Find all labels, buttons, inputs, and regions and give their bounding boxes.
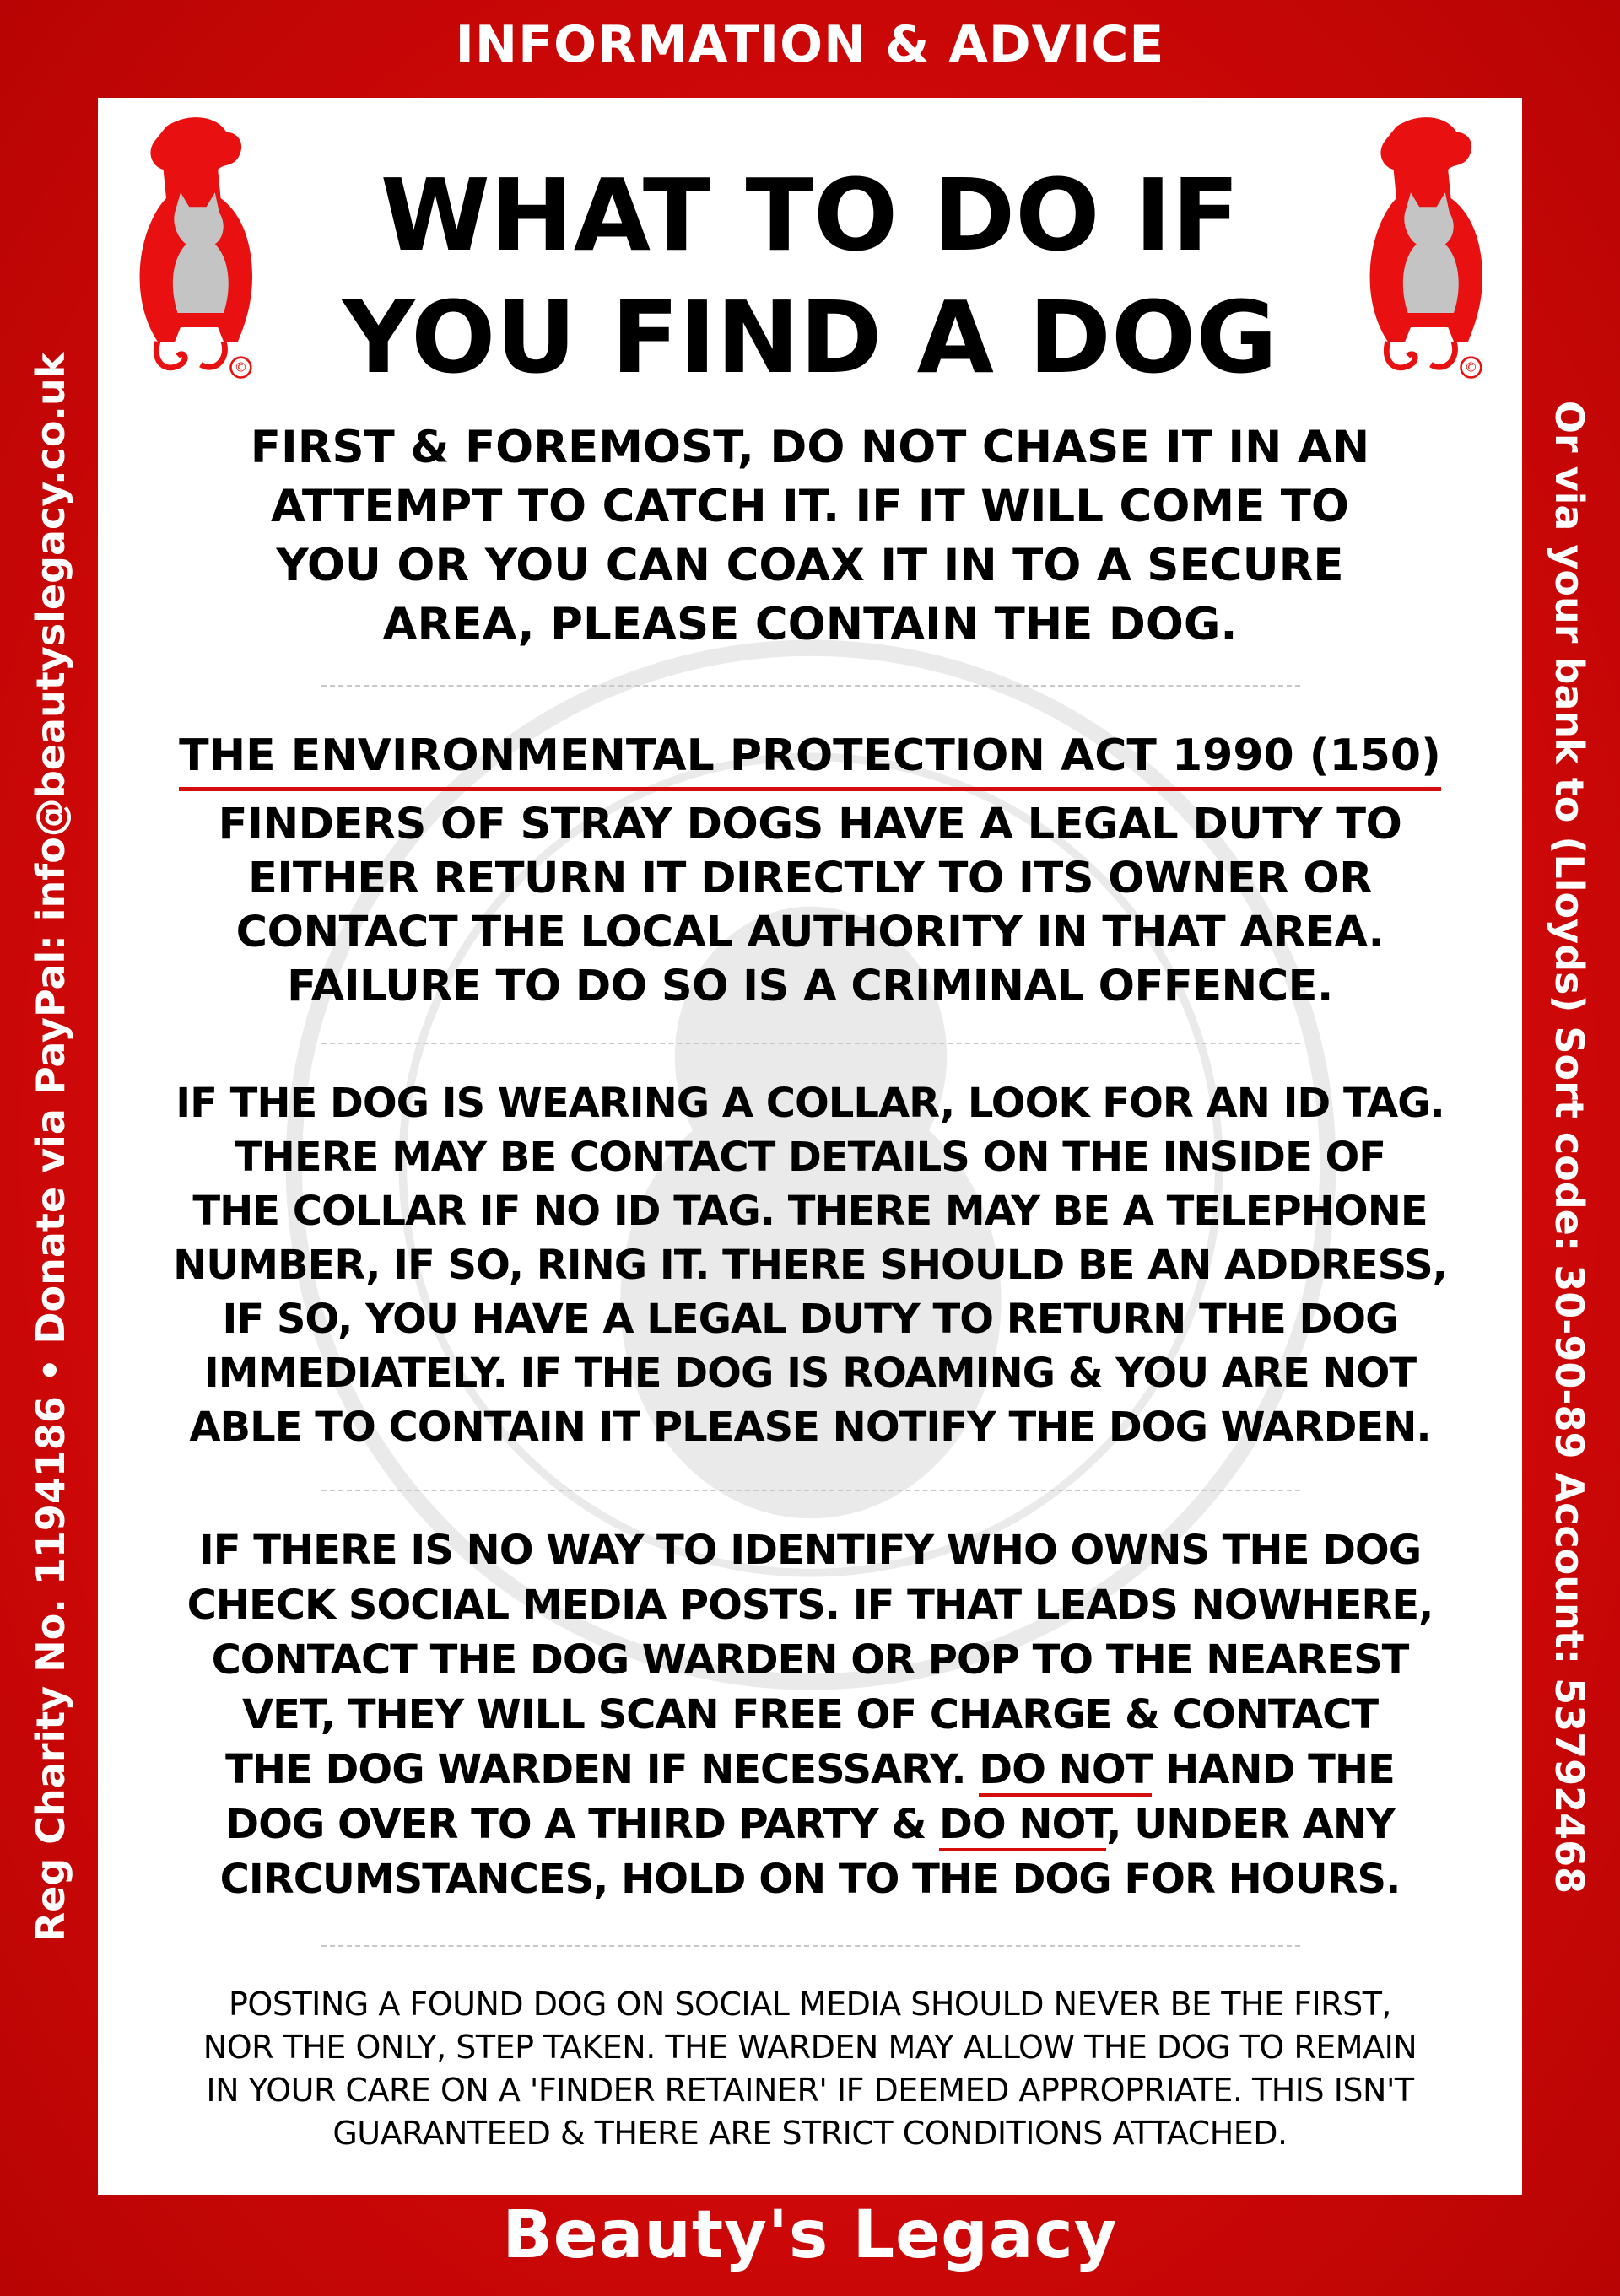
- dashed-divider: [321, 685, 1300, 687]
- line-text: THE DOG WARDEN IF NECESSARY.: [225, 1746, 980, 1793]
- paragraph-line: IF THERE IS NO WAY TO IDENTIFY WHO OWNS THE DOG: [198, 1527, 1422, 1574]
- content-panel: [98, 98, 1522, 2195]
- first-advice-paragraph: [98, 418, 1522, 655]
- paragraph-line: CHECK SOCIAL MEDIA POSTS. IF THAT LEADS NOWHERE,: [186, 1582, 1434, 1629]
- paragraph-line: ATTEMPT TO CATCH IT. IF IT WILL COME TO: [271, 481, 1349, 532]
- copyright-mark: ©: [1464, 359, 1478, 375]
- brand-footer: Beauty's Legacy: [502, 2197, 1118, 2273]
- paragraph-line: EITHER RETURN IT DIRECTLY TO ITS OWNER OR: [248, 854, 1372, 903]
- do-not-emphasis: DO NOT: [939, 1801, 1106, 1851]
- act-paragraph: [98, 798, 1522, 1014]
- paragraph-line: IF THE DOG IS WEARING A COLLAR, LOOK FOR AN ID TAG.: [176, 1080, 1444, 1127]
- paragraph-line: NOR THE ONLY, STEP TAKEN. THE WARDEN MAY ALLOW THE DOG TO REMAIN: [202, 2029, 1418, 2066]
- paragraph-line: CONTACT THE LOCAL AUTHORITY IN THAT AREA.: [235, 908, 1385, 957]
- paragraph-line: YOU OR YOU CAN COAX IT IN TO A SECURE: [276, 540, 1344, 591]
- paragraph-line: [98, 1743, 1522, 1797]
- collar-paragraph: [98, 1076, 1522, 1454]
- social-media-note: [98, 1983, 1522, 2155]
- act-heading-text: THE ENVIRONMENTAL PROTECTION ACT 1990 (150): [179, 726, 1441, 791]
- paragraph-line: NUMBER, IF SO, RING IT. THERE SHOULD BE AN ADDRESS,: [173, 1242, 1447, 1289]
- paragraph-line: FINDERS OF STRAY DOGS HAVE A LEGAL DUTY TO: [218, 800, 1402, 849]
- line-text: HAND THE: [1152, 1746, 1395, 1793]
- top-banner: INFORMATION & ADVICE: [455, 15, 1165, 74]
- paragraph-line: GUARANTEED & THERE ARE STRICT CONDITIONS ATTACHED.: [332, 2115, 1288, 2152]
- paragraph-line: THERE MAY BE CONTACT DETAILS ON THE INSIDE OF: [234, 1134, 1386, 1181]
- bank-details-text: Or via your bank to (Lloyds) Sort code: 30-90-89 Account: 53792468: [1547, 400, 1592, 1894]
- paragraph-line: IMMEDIATELY. IF THE DOG IS ROAMING & YOU ARE NOT: [203, 1350, 1417, 1397]
- copyright-mark: ©: [234, 359, 248, 375]
- line-text: , UNDER ANY: [1106, 1801, 1395, 1848]
- dashed-divider: [321, 1945, 1300, 1947]
- page-title-line1: WHAT TO DO IF: [380, 157, 1240, 273]
- paragraph-line: [98, 1797, 1522, 1852]
- dashed-divider: [321, 1490, 1300, 1491]
- paragraph-line: IN YOUR CARE ON A 'FINDER RETAINER' IF DEEMED APPROPRIATE. THIS ISN'T: [206, 2072, 1414, 2109]
- paragraph-line: AREA, PLEASE CONTAIN THE DOG.: [382, 599, 1238, 650]
- charity-donation-text: Reg Charity No. 1194186 • Donate via PayPal: info@beautyslegacy.co.uk: [28, 352, 73, 1943]
- paragraph-line: FIRST & FOREMOST, DO NOT CHASE IT IN AN: [250, 422, 1370, 473]
- do-not-emphasis: DO NOT: [979, 1746, 1152, 1797]
- paragraph-line: ABLE TO CONTAIN IT PLEASE NOTIFY THE DOG WARDEN.: [189, 1404, 1431, 1451]
- paragraph-line: VET, THEY WILL SCAN FREE OF CHARGE & CONTACT: [241, 1691, 1379, 1738]
- dashed-divider: [321, 1043, 1300, 1044]
- paragraph-line: IF SO, YOU HAVE A LEGAL DUTY TO RETURN THE DOG: [222, 1296, 1398, 1343]
- identify-owner-paragraph: [98, 1523, 1522, 1907]
- paragraph-line: CIRCUMSTANCES, HOLD ON TO THE DOG FOR HOURS.: [219, 1856, 1401, 1903]
- paragraph-line: POSTING A FOUND DOG ON SOCIAL MEDIA SHOULD NEVER BE THE FIRST,: [229, 1986, 1391, 2023]
- line-text: DOG OVER TO A THIRD PARTY &: [225, 1801, 940, 1848]
- paragraph-line: FAILURE TO DO SO IS A CRIMINAL OFFENCE.: [287, 962, 1333, 1011]
- page-title-line2: YOU FIND A DOG: [342, 279, 1278, 396]
- paragraph-line: THE COLLAR IF NO ID TAG. THERE MAY BE A TELEPHONE: [192, 1188, 1428, 1235]
- paragraph-line: CONTACT THE DOG WARDEN OR POP TO THE NEAREST: [211, 1636, 1409, 1684]
- act-heading: [98, 726, 1522, 791]
